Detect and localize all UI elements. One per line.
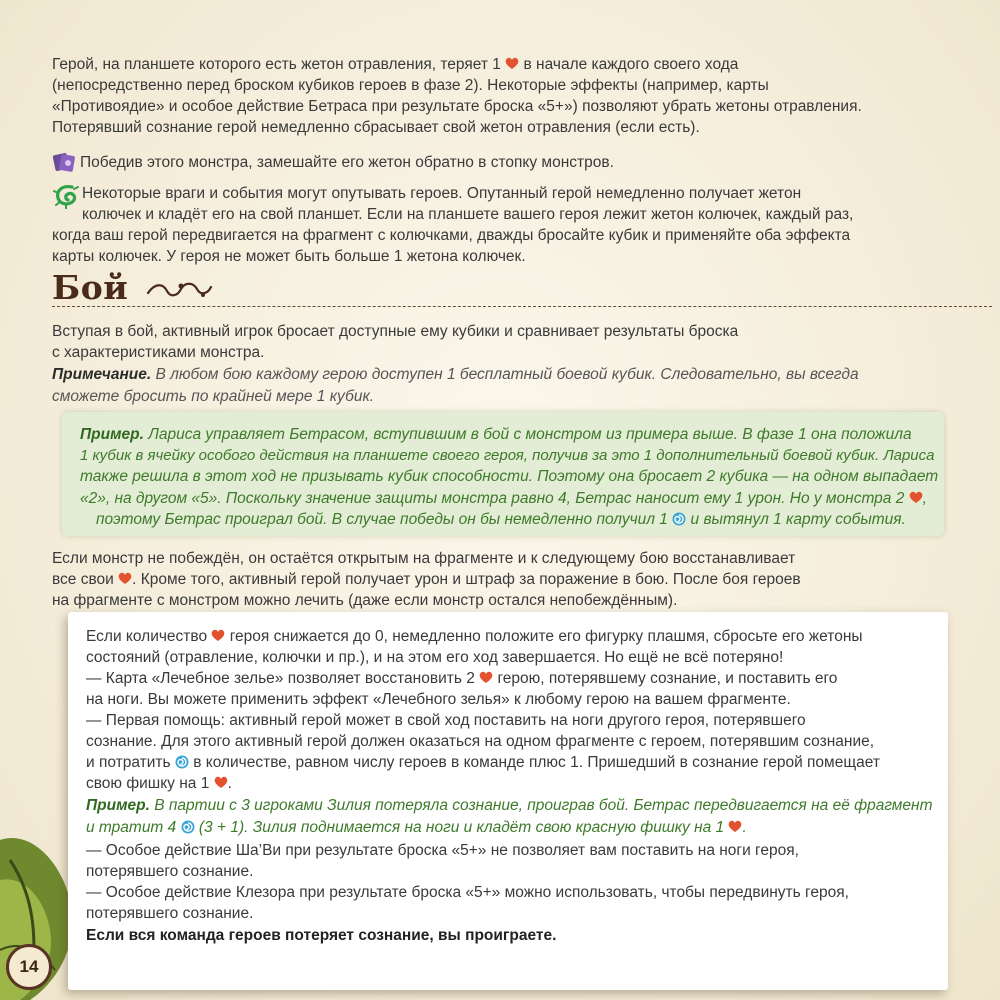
text: в начале каждого своего хода	[519, 56, 739, 73]
heart-icon	[214, 776, 228, 789]
poison-line-3: «Противоядие» и особое действие Бетраса при результате броска «5+») позволяют убрать жетоны отравления.	[52, 98, 862, 115]
note-line-1	[52, 364, 859, 385]
poison-line-2: (непосредственно перед броском кубиков героев в фазе 2). Некоторые эффекты (например, карты	[52, 77, 769, 94]
text: герою, потерявшему сознание, и поставить его	[493, 670, 838, 687]
text: В партии с 3 игроками Зилия потеряла сознание, проиграв бой. Бетрас передвигается на её фрагмент	[149, 797, 933, 814]
note-line-2: сможете бросить по крайней мере 1 кубик.	[52, 388, 375, 405]
text: в количестве, равном числу героев в команде плюс 1. Пришедший в сознание герой помещает	[188, 754, 880, 771]
text: (3 + 1). Зилия поднимается на ноги и кладёт свою красную фишку на 1	[194, 819, 729, 836]
section-divider	[52, 306, 992, 308]
thorns-line-3: когда ваш герой передвигается на фрагмент с колючками, дважды бросайте кубик и применяйте оба эффекта	[52, 227, 851, 244]
heart-icon	[479, 671, 493, 684]
box-line-8	[86, 773, 232, 794]
page-number: 14	[19, 957, 39, 976]
swirl-token-icon	[672, 512, 686, 526]
swirl-token-icon	[175, 755, 189, 769]
thorns-line-1: Некоторые враги и события могут опутывать героев. Опутанный герой немедленно получает жетон	[82, 185, 802, 202]
thorns-line-4: карты колючек. У героя не может быть больше 1 жетона колючек.	[52, 248, 526, 265]
box-final-line: Если вся команда героев потеряет сознание, вы проиграете.	[86, 927, 557, 944]
note-text: В любом бою каждому герою доступен 1 бесплатный боевой кубик. Следовательно, вы всегда	[151, 366, 859, 383]
text: . Кроме того, активный герой получает урон и штраф за поражение в бою. После боя героев	[132, 571, 801, 588]
text: свою фишку на 1	[86, 775, 214, 792]
box-example-line-1	[86, 795, 932, 816]
text: .	[227, 775, 232, 792]
text: — Карта «Лечебное зелье» позволяет восстановить 2	[86, 670, 480, 687]
flourish-icon	[145, 277, 215, 303]
box-line-4: на ноги. Вы можете применить эффект «Лечебного зелья» к любому герою на вашем фрагменте.	[86, 691, 791, 708]
box-line-6: сознание. Для этого активный герой должен оказаться на одном фрагменте с героем, потерявшим сознание,	[86, 733, 875, 750]
box-example-label: Пример.	[86, 797, 150, 814]
text: ,	[922, 490, 927, 507]
after-line-1: Если монстр не побеждён, он остаётся открытым на фрагменте и к следующему бою восстанавливает	[52, 550, 796, 567]
swirl-token-icon	[181, 820, 195, 834]
section-title: Бой	[52, 268, 129, 307]
monster-shuffle-icon	[52, 151, 78, 173]
after-line-3: на фрагменте с монстром можно лечить (даже если монстр остался непобеждённым).	[52, 592, 678, 609]
box-line-11: — Особое действие Клезора при результате броска «5+» можно использовать, чтобы передвинуть героя,	[86, 884, 849, 901]
heart-icon	[909, 491, 923, 504]
text: и тратит 4	[86, 819, 181, 836]
heart-icon	[728, 820, 742, 833]
box-line-2: состояний (отравление, колючки и пр.), и на этом его ход завершается. Но ещё не всё потеряно!	[86, 649, 784, 666]
box-line-10: потерявшего сознание.	[86, 863, 254, 880]
example-line-1	[80, 424, 912, 445]
box-line-3	[86, 668, 837, 689]
text: героя снижается до 0, немедленно положите его фигурку плашмя, сбросьте его жетоны	[225, 628, 863, 645]
thorns-line-2: колючек и кладёт его на свой планшет. Если на планшете вашего героя лежит жетон колючек, каждый раз,	[82, 206, 854, 223]
heart-icon	[211, 629, 225, 642]
note-label: Примечание.	[52, 366, 152, 383]
after-line-2	[52, 569, 801, 590]
text: поэтому Бетрас проиграл бой. В случае победы он бы немедленно получил 1	[96, 511, 673, 528]
example-label: Пример.	[80, 426, 144, 443]
box-line-5: — Первая помощь: активный герой может в свой ход поставить на ноги другого героя, потерявшего	[86, 712, 806, 729]
text: «2», на другом «5». Поскольку значение защиты монстра равно 4, Бетрас наносит ему 1 урон. Но у монстра 2	[80, 490, 909, 507]
poison-line-1	[52, 54, 738, 75]
example-line-2: 1 кубик в ячейку особого действия на планшете своего героя, получив за это 1 дополнительный боевой кубик. Лариса	[80, 447, 935, 464]
heart-icon	[505, 57, 519, 70]
thorns-icon	[52, 183, 80, 209]
shuffle-text: Победив этого монстра, замешайте его жетон обратно в стопку монстров.	[80, 154, 614, 171]
text: Лариса управляет Бетрасом, вступившим в бой с монстром из примера выше. В фазе 1 она положила	[143, 426, 912, 443]
example-line-4	[80, 488, 927, 509]
box-line-7	[86, 752, 880, 773]
intro-line-1: Вступая в бой, активный игрок бросает доступные ему кубики и сравнивает результаты броска	[52, 323, 739, 340]
poison-line-4: Потерявший сознание герой немедленно сбрасывает свой жетон отравления (если есть).	[52, 119, 700, 136]
heart-icon	[118, 572, 132, 585]
example-line-5	[96, 509, 906, 530]
text: .	[742, 819, 747, 836]
box-example-line-2	[86, 817, 747, 838]
text: все свои	[52, 571, 119, 588]
text: Герой, на планшете которого есть жетон отравления, теряет 1	[52, 56, 506, 73]
text: Если количество	[86, 628, 212, 645]
text: и потратить	[86, 754, 175, 771]
example-line-3: также решила в этот ход не призывать кубик способности. Поэтому она бросает 2 кубика — на одном выпадает	[80, 468, 939, 485]
text: и вытянул 1 карту события.	[686, 511, 906, 528]
intro-line-2: с характеристиками монстра.	[52, 344, 265, 361]
box-line-12: потерявшего сознание.	[86, 905, 254, 922]
box-line-9: — Особое действие Ша’Ви при результате броска «5+» не позволяет вам поставить на ноги героя,	[86, 842, 799, 859]
box-line-1	[86, 626, 863, 647]
